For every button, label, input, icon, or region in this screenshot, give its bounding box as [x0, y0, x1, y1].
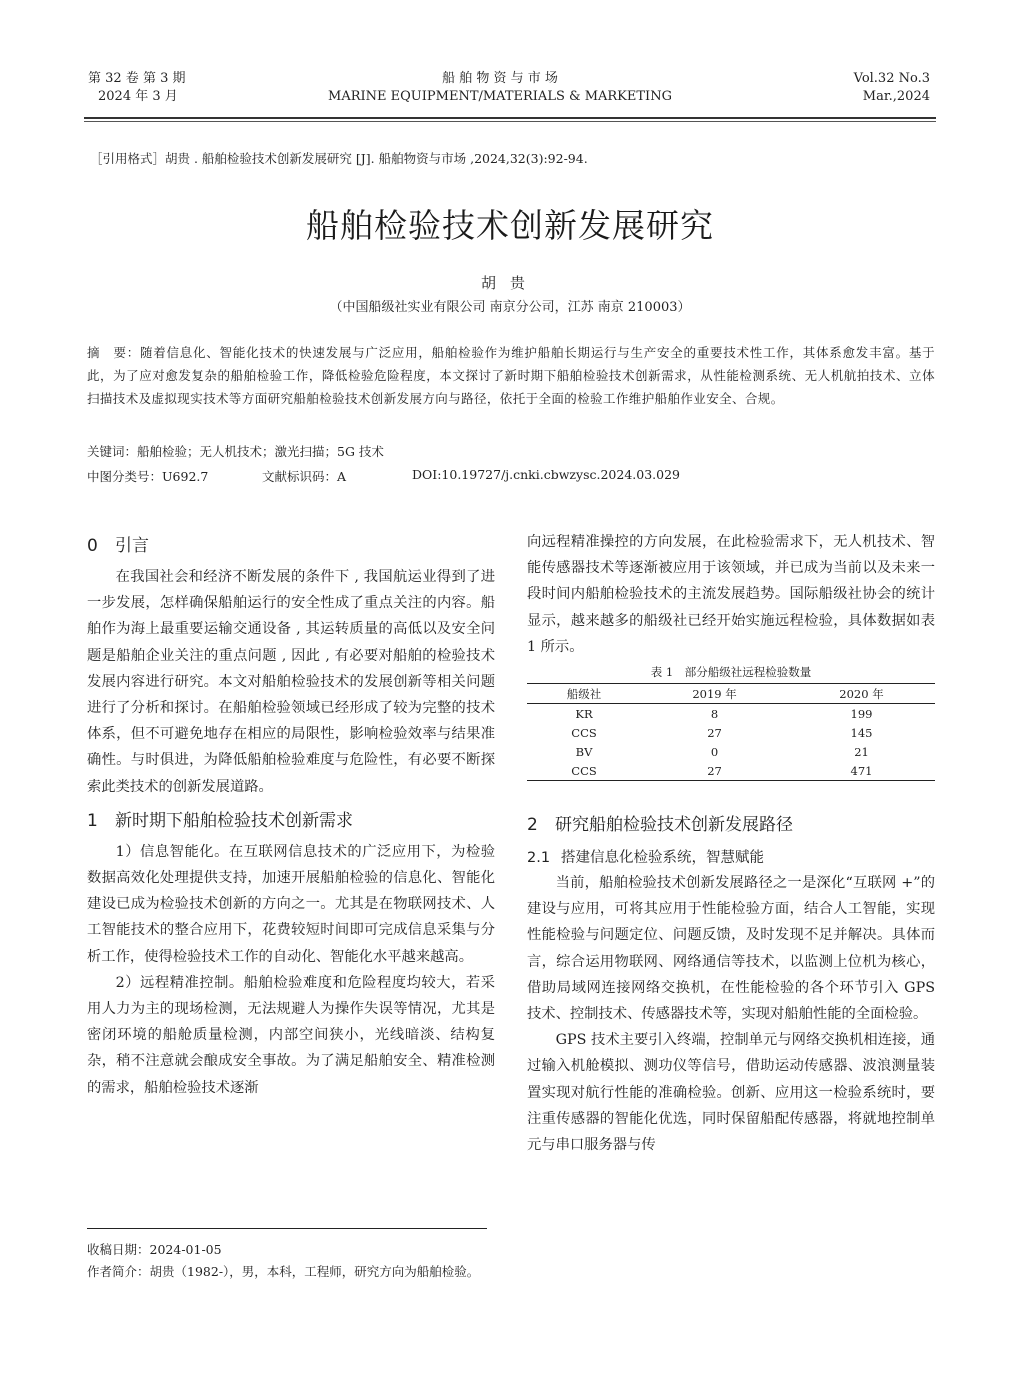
section-2-number: 2: [527, 815, 538, 835]
table-cell: 27: [707, 763, 722, 778]
received-value: 2024-01-05: [149, 1242, 222, 1257]
issue-date-en: Mar.,2024: [862, 89, 930, 104]
section-0-number: 0: [87, 536, 98, 556]
doc-code-label: 文献标识码：: [262, 469, 338, 484]
table-header-cell: 2020 年: [839, 686, 884, 701]
document-code: [262, 467, 346, 485]
author-bio: [87, 1262, 479, 1280]
clc-label: 中图分类号：: [87, 469, 163, 484]
table-cell: 0: [710, 744, 719, 759]
clc-number: [87, 467, 208, 485]
right-column-bottom: [527, 810, 935, 1158]
section-0-title: 引言: [115, 536, 149, 556]
table-cell: 199: [850, 706, 873, 721]
doi: DOI:10.19727/j.cnki.cbwzysc.2024.03.029: [412, 467, 680, 482]
left-column: [87, 531, 495, 1101]
table-cell: 21: [854, 744, 869, 759]
table-row: [527, 761, 935, 781]
keywords: [87, 442, 384, 460]
section-2-paragraph-2: GPS 技术主要引入终端，控制单元与网络交换机相连接，通过输入机舱模拟、测功仪等信号，借助运动传感器、波浪测量装置实现对航行性能的准确检验。创新、应用这一检验系统时，要注重传感器的智能化优选，同时保留船配传感器，将就地控制单元与串口服务器与传: [527, 1032, 935, 1154]
abstract-text: 随着信息化、智能化技术的快速发展与广泛应用，船舶检验作为维护船舶长期运行与生产安全的重要技术性工作，其体系愈发丰富。基于此，为了应对愈发复杂的船舶检验工作，降低检验危险程度，本文探讨了新时期下船舶检验技术创新需求，从性能检测系统、无人机航拍技术、立体扫描技术及虚拟现实技术等方面研究船舶检验技术创新发展方向与路径，依托于全面的检验工作维护船舶作业安全、合规。: [87, 345, 935, 406]
section-0-heading: [87, 531, 495, 561]
journal-issue-en: [820, 70, 930, 106]
header-rule-thin: [84, 121, 936, 122]
table-1-caption: 表 1 部分船级社远程检验数量: [650, 665, 812, 679]
paper-title: 船舶检验技术创新发展研究: [306, 206, 714, 245]
table-header-cell: 2019 年: [692, 686, 737, 701]
author-affiliation: （中国船级社实业有限公司 南京分公司，江苏 南京 210003）: [329, 300, 691, 315]
table-cell: BV: [575, 744, 593, 759]
table-cell: 145: [850, 725, 873, 740]
subsection-2-1-title: 搭建信息化检验系统，智慧赋能: [561, 850, 764, 866]
citation-text: 胡贵 . 船舶检验技术创新发展研究 [J]. 船舶物资与市场 ,2024,32(3):92-94.: [165, 151, 588, 166]
section-1-heading: [87, 806, 495, 836]
abstract: [87, 341, 935, 410]
header-rule-thick: [84, 117, 936, 119]
table-header-row: [527, 684, 935, 704]
table-1: [527, 683, 935, 781]
section-2-title: 研究船舶检验技术创新发展路径: [555, 815, 793, 835]
table-cell: 8: [710, 706, 719, 721]
volume-issue-en: Vol.32 No.3: [853, 71, 930, 86]
subsection-2-1-number: 2.1: [527, 850, 551, 866]
table-row: [527, 723, 935, 742]
right-column-top: [527, 529, 935, 660]
clc-value: U692.7: [162, 469, 209, 484]
section-0-paragraph: 在我国社会和经济不断发展的条件下 , 我国航运业得到了进一步发展，怎样确保船舶运行的安全性成了重点关注的内容。船舶作为海上最重要运输交通设备 , 其运转质量的高低以及安全问题是船舶企业关注的重点问题 , 因此 , 有必要对船舶的检验技术发展内容进行研究。本文对船舶检验技术的发展创新等相关问题进行了分析和探讨。在船舶检验领域已经形成了较为完整的技术体系，但不可避免地存在相应的局限性，影响检验效率与结果准确性。与时俱进，为降低船舶检验难度与危险性，有必要不断探索此类技术的创新发展道路。: [87, 569, 495, 795]
section-2-heading: [527, 810, 935, 840]
doc-code-value: A: [337, 469, 347, 484]
bio-label: 作者简介：: [87, 1264, 150, 1279]
section-1-paragraph-3: 向远程精准操控的方向发展，在此检验需求下，无人机技术、智能传感器技术等逐渐被应用于该领域，并已成为当前以及未来一段时间内船舶检验技术的主流发展趋势。国际船级社协会的统计显示，越来越多的船级社已经开始实施远程检验，具体数据如表 1 所示。: [527, 534, 935, 655]
received-date: [87, 1240, 222, 1258]
issue-date: 2024 年 3 月: [98, 89, 178, 104]
section-2-paragraph-1: 当前，船舶检验技术创新发展路径之一是深化“互联网 +”的建设与应用，可将其应用于性能检验方面，结合人工智能，实现性能检验与问题定位、问题反馈，及时发现不足并解决。具体而言，综合运用物联网、网络通信等技术，以监测上位机为核心，借助局域网连接网络交换机，在性能检验的各个环节引入 GPS 技术、控制技术、传感器技术等，实现对船舶性能的全面检验。: [527, 875, 935, 1023]
table-cell: 27: [707, 725, 722, 740]
table-cell: CCS: [571, 725, 597, 740]
keywords-text: 船舶检验；无人机技术；激光扫描；5G 技术: [137, 444, 384, 459]
journal-name: [260, 70, 740, 106]
journal-name-en: MARINE EQUIPMENT/MATERIALS & MARKETING: [328, 89, 672, 104]
table-header-cell: 船级社: [566, 686, 602, 701]
section-1-number: 1: [87, 810, 98, 831]
journal-issue-cn: [88, 70, 185, 106]
footnote-rule: [87, 1228, 487, 1229]
section-1-title: 新时期下船舶检验技术创新需求: [115, 810, 353, 831]
table-cell: KR: [575, 706, 593, 721]
author-name: 胡贵: [480, 274, 539, 292]
citation-label: ［引用格式］: [90, 151, 166, 166]
section-1-paragraph-1: 1）信息智能化。在互联网信息技术的广泛应用下，为检验数据高效化处理提供支持，加速开展船舶检验的信息化、智能化建设已成为检验技术创新的方向之一。尤其是在物联网技术、人工智能技术的整合应用下，花费较短时间即可完成信息采集与分析工作，使得检验技术工作的自动化、智能化水平越来越高。: [87, 843, 495, 965]
received-label: 收稿日期：: [87, 1242, 150, 1257]
subsection-2-1-heading: [527, 846, 935, 870]
table-row: [527, 704, 935, 724]
table-cell: 471: [850, 763, 873, 778]
journal-name-cn: 船 舶 物 资 与 市 场: [442, 71, 558, 86]
volume-issue: 第 32 卷 第 3 期: [88, 71, 186, 86]
citation-format: [90, 149, 588, 167]
bio-text: 胡贵（1982-），男，本科，工程师，研究方向为船舶检验。: [149, 1264, 480, 1279]
section-1-paragraph-2: 2）远程精准控制。船舶检验难度和危险程度均较大，若采用人力为主的现场检测，无法规避人为操作失误等情况，尤其是密闭环境的船舱质量检测，内部空间狭小，光线暗淡、结构复杂，稍不注意就会酿成安全事故。为了满足船舶安全、精准检测的需求，船舶检验技术逐渐: [87, 974, 495, 1096]
table-cell: CCS: [571, 763, 597, 778]
table-row: [527, 742, 935, 761]
keywords-label: 关键词：: [87, 444, 138, 459]
abstract-label: 摘 要：: [87, 345, 141, 360]
